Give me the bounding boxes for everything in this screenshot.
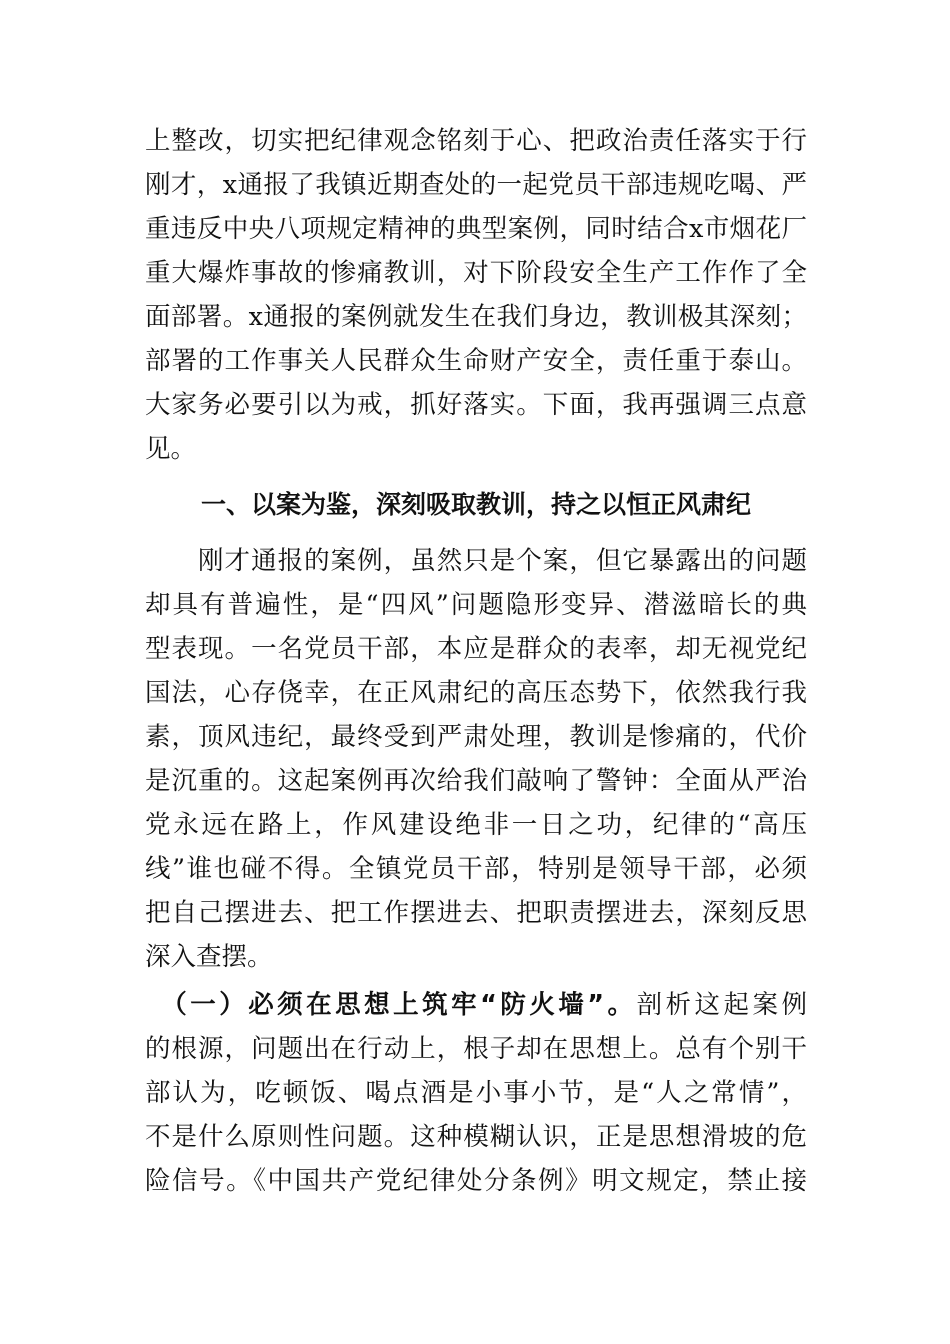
paragraph-3-line-5: 险信号。《中国共产党纪律处分条例》明文规定，禁止接 — [145, 1166, 807, 1196]
paragraph-1-line-2: 刚才，x通报了我镇近期查处的一起党员干部违规吃喝、严 — [145, 170, 807, 200]
paragraph-1-line-1: 上整改，切实把纪律观念铭刻于心、把政治责任落实于行 — [145, 126, 807, 156]
paragraph-2-line-3: 型表现。一名党员干部，本应是群众的表率，却无视党纪 — [145, 634, 807, 664]
paragraph-2-line-7: 党永远在路上，作风建设绝非一日之功，纪律的“高压 — [145, 810, 807, 840]
paragraph-3-line-2: 的根源，问题出在行动上，根子却在思想上。总有个别干 — [145, 1034, 807, 1064]
paragraph-3-line-4: 不是什么原则性问题。这种模糊认识，正是思想滑坡的危 — [145, 1122, 807, 1152]
subsection-1-title: （一）必须在思想上筑牢“防火墙”。 — [145, 990, 637, 1020]
paragraph-2-line-10: 深入查摆。 — [145, 942, 273, 972]
paragraph-3-line-1-rest: 剖析这起案例 — [636, 990, 807, 1020]
paragraph-1-line-8: 见。 — [145, 434, 197, 464]
paragraph-2-line-4: 国法，心存侥幸，在正风肃纪的高压态势下，依然我行我 — [145, 678, 807, 708]
paragraph-2-line-8: 线”谁也碰不得。全镇党员干部，特别是领导干部，必须 — [145, 854, 807, 884]
paragraph-1-line-7: 大家务必要引以为戒，抓好落实。下面，我再强调三点意 — [145, 390, 807, 420]
paragraph-2-line-2: 却具有普遍性，是“四风”问题隐形变异、潜滋暗长的典 — [145, 590, 807, 620]
paragraph-1-line-3: 重违反中央八项规定精神的典型案例，同时结合x市烟花厂 — [145, 214, 807, 244]
paragraph-3-line-1 — [145, 985, 807, 1025]
paragraph-2-line-5: 素，顶风违纪，最终受到严肃处理，教训是惨痛的，代价 — [145, 722, 807, 752]
paragraph-3-line-3: 部认为，吃顿饭、喝点酒是小事小节，是“人之常情”， — [145, 1078, 807, 1108]
paragraph-1-line-5: 面部署。x通报的案例就发生在我们身边，教训极其深刻； — [145, 302, 807, 332]
section-1-heading: 一、以案为鉴，深刻吸取教训，持之以恒正风肃纪 — [200, 490, 751, 519]
paragraph-1-line-6: 部署的工作事关人民群众生命财产安全，责任重于泰山。 — [145, 346, 807, 376]
paragraph-2-line-9: 把自己摆进去、把工作摆进去、把职责摆进去，深刻反思 — [145, 898, 807, 928]
paragraph-2-line-6: 是沉重的。这起案例再次给我们敲响了警钟：全面从严治 — [145, 766, 807, 796]
paragraph-2-line-1: 刚才通报的案例，虽然只是个案，但它暴露出的问题 — [145, 546, 807, 576]
paragraph-1-line-4: 重大爆炸事故的惨痛教训，对下阶段安全生产工作作了全 — [145, 258, 807, 288]
